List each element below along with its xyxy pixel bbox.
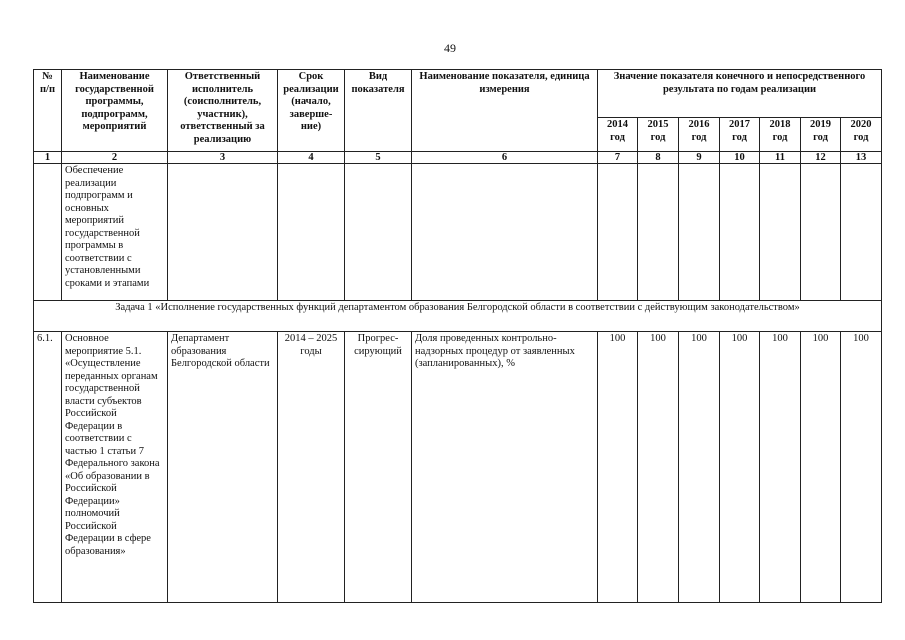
- column-number: 1: [34, 152, 62, 164]
- item-term: 2014 – 2025 годы: [278, 332, 345, 603]
- column-number: 10: [720, 152, 760, 164]
- header-col-term: Срок реализации (начало, заверше-ние): [278, 70, 345, 152]
- item-name: Основное мероприятие 5.1. «Осуществление переданных органам государственной власти субъектов Российской Федерации в соответствии с частью 1 статьи 7 Федерального закона «Об образовании в Российской Федерации» полномочий Российской Федерации в сфере образования»: [62, 332, 168, 603]
- column-number: 11: [760, 152, 801, 164]
- column-number: 3: [168, 152, 278, 164]
- program-table: [33, 69, 882, 603]
- page-number: 49: [444, 41, 456, 55]
- item-value: 100: [598, 332, 638, 603]
- header-year: 2016 год: [679, 118, 720, 152]
- column-number: 7: [598, 152, 638, 164]
- column-number: 8: [638, 152, 679, 164]
- table-row: [34, 164, 882, 301]
- column-number: 13: [841, 152, 882, 164]
- task-row: [34, 301, 882, 332]
- header-year: 2015 год: [638, 118, 679, 152]
- item-indicator-type: Прогрес-сирующий: [345, 332, 412, 603]
- item-value: 100: [801, 332, 841, 603]
- column-number: 4: [278, 152, 345, 164]
- header-col-name: Наименование государственной программы, подпрограмм, мероприятий: [62, 70, 168, 152]
- table-row: [34, 332, 882, 603]
- header-col-indicator: Наименование показателя, единица измерения: [412, 70, 598, 152]
- header-row: [34, 70, 882, 118]
- column-number: 5: [345, 152, 412, 164]
- task-heading: Задача 1 «Исполнение государственных функций департаментом образования Белгородской области в соответствии с действующим законодательством»: [34, 301, 882, 332]
- column-number: 12: [801, 152, 841, 164]
- column-number: 6: [412, 152, 598, 164]
- column-number: 9: [679, 152, 720, 164]
- header-year: 2014 год: [598, 118, 638, 152]
- continuation-name-cell: Обеспечение реализации подпрограмм и основных мероприятий государственной программы в соответствии с установленными сроками и этапами: [62, 164, 168, 301]
- item-indicator-name: Доля проведенных контрольно-надзорных процедур от заявленных (запланированных), %: [412, 332, 598, 603]
- header-col-responsible: Ответственный исполнитель (соисполнитель, участник), ответственный за реализацию: [168, 70, 278, 152]
- item-value: 100: [679, 332, 720, 603]
- column-number: 2: [62, 152, 168, 164]
- header-year: 2018 год: [760, 118, 801, 152]
- item-value: 100: [638, 332, 679, 603]
- column-number-row: [34, 152, 882, 164]
- header-col-type: Вид показателя: [345, 70, 412, 152]
- header-year: 2019 год: [801, 118, 841, 152]
- header-year: 2020 год: [841, 118, 882, 152]
- item-value: 100: [841, 332, 882, 603]
- item-responsible: Департамент образования Белгородской области: [168, 332, 278, 603]
- item-value: 100: [760, 332, 801, 603]
- item-value: 100: [720, 332, 760, 603]
- item-number: 6.1.: [34, 332, 62, 603]
- header-col-num: № п/п: [34, 70, 62, 152]
- header-year: 2017 год: [720, 118, 760, 152]
- header-col-values-group: Значение показателя конечного и непосредственного результата по годам реализации: [598, 70, 882, 118]
